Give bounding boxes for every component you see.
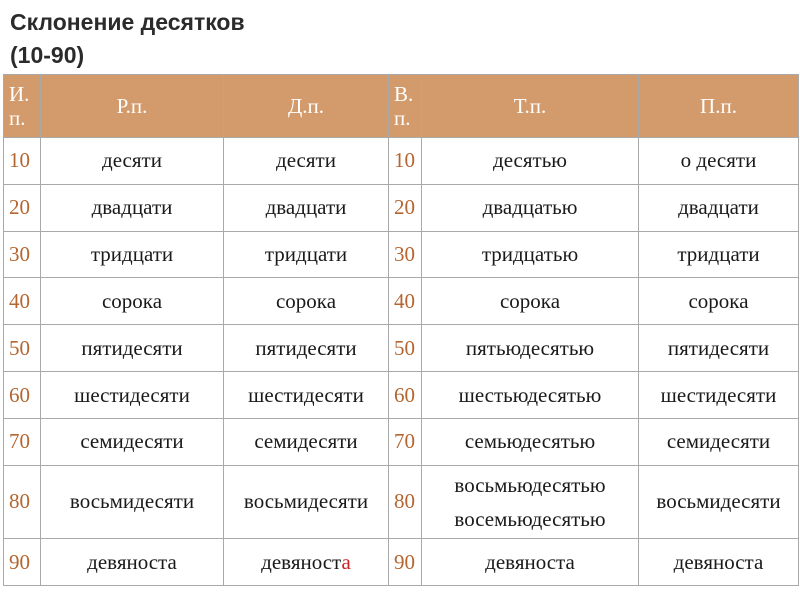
cell-genitive: двадцати — [41, 184, 224, 231]
header-genitive: Р.п. — [41, 75, 224, 138]
cell-genitive: восьмидесяти — [41, 465, 224, 538]
cell-accusative: 70 — [389, 418, 422, 465]
cell-instrumental: пятьюдесятью — [422, 325, 639, 372]
cell-accusative: 10 — [389, 138, 422, 185]
cell-prepositional: семидесяти — [639, 418, 799, 465]
cell-instrumental: десятью — [422, 138, 639, 185]
cell-instrumental: тридцатью — [422, 231, 639, 278]
cell-dative: тридцати — [224, 231, 389, 278]
cell-accusative: 90 — [389, 539, 422, 586]
cell-nominative: 40 — [4, 278, 41, 325]
cell-instrumental: девяноста — [422, 539, 639, 586]
header-nominative: И. п. — [4, 75, 41, 138]
title-line-2: (10-90) — [10, 42, 85, 68]
instrumental-variant-1: восьмьюдесятью — [454, 472, 606, 497]
title-line-1: Склонение десятков — [10, 9, 245, 35]
cell-prepositional: восьмидесяти — [639, 465, 799, 538]
header-dative: Д.п. — [224, 75, 389, 138]
page-title — [10, 6, 245, 72]
cell-prepositional: сорока — [639, 278, 799, 325]
cell-prepositional: девяноста — [639, 539, 799, 586]
instrumental-variant-2: восемьюдесятью — [454, 506, 606, 531]
table-row — [4, 138, 799, 185]
cell-genitive: девяноста — [41, 539, 224, 586]
cell-prepositional: двадцати — [639, 184, 799, 231]
table-row — [4, 278, 799, 325]
table-row — [4, 231, 799, 278]
cell-dative: сорока — [224, 278, 389, 325]
cell-genitive: тридцати — [41, 231, 224, 278]
cell-nominative: 50 — [4, 325, 41, 372]
table-row — [4, 372, 799, 419]
cell-accusative: 80 — [389, 465, 422, 538]
cell-instrumental: шестьюдесятью — [422, 372, 639, 419]
cell-nominative: 10 — [4, 138, 41, 185]
table-row — [4, 325, 799, 372]
cell-dative: восьмидесяти — [224, 465, 389, 538]
cell-dative — [224, 539, 389, 586]
cell-nominative: 70 — [4, 418, 41, 465]
cell-nominative: 60 — [4, 372, 41, 419]
cell-nominative: 30 — [4, 231, 41, 278]
cell-nominative: 20 — [4, 184, 41, 231]
header-row — [4, 75, 799, 138]
cell-nominative: 90 — [4, 539, 41, 586]
cell-instrumental — [422, 465, 639, 538]
table-row — [4, 465, 799, 538]
dative-stem: девяност — [261, 549, 342, 574]
header-instrumental: Т.п. — [422, 75, 639, 138]
table-row — [4, 418, 799, 465]
cell-prepositional: шестидесяти — [639, 372, 799, 419]
cell-accusative: 30 — [389, 231, 422, 278]
cell-genitive: семидесяти — [41, 418, 224, 465]
cell-prepositional: пятидесяти — [639, 325, 799, 372]
cell-prepositional: о десяти — [639, 138, 799, 185]
table-row — [4, 539, 799, 586]
cell-dative: семидесяти — [224, 418, 389, 465]
header-prepositional: П.п. — [639, 75, 799, 138]
cell-genitive: сорока — [41, 278, 224, 325]
cell-genitive: пятидесяти — [41, 325, 224, 372]
cell-accusative: 40 — [389, 278, 422, 325]
cell-dative: шестидесяти — [224, 372, 389, 419]
cell-nominative: 80 — [4, 465, 41, 538]
cell-accusative: 50 — [389, 325, 422, 372]
dative-ending: а — [341, 549, 351, 574]
header-accusative: В. п. — [389, 75, 422, 138]
cell-genitive: десяти — [41, 138, 224, 185]
cell-instrumental: сорока — [422, 278, 639, 325]
cell-genitive: шестидесяти — [41, 372, 224, 419]
cell-instrumental: семьюдесятью — [422, 418, 639, 465]
cell-instrumental: двадцатью — [422, 184, 639, 231]
cell-accusative: 20 — [389, 184, 422, 231]
cell-dative: двадцати — [224, 184, 389, 231]
cell-dative: пятидесяти — [224, 325, 389, 372]
declension-table — [3, 74, 799, 586]
cell-dative: десяти — [224, 138, 389, 185]
cell-prepositional: тридцати — [639, 231, 799, 278]
cell-accusative: 60 — [389, 372, 422, 419]
table-row — [4, 184, 799, 231]
